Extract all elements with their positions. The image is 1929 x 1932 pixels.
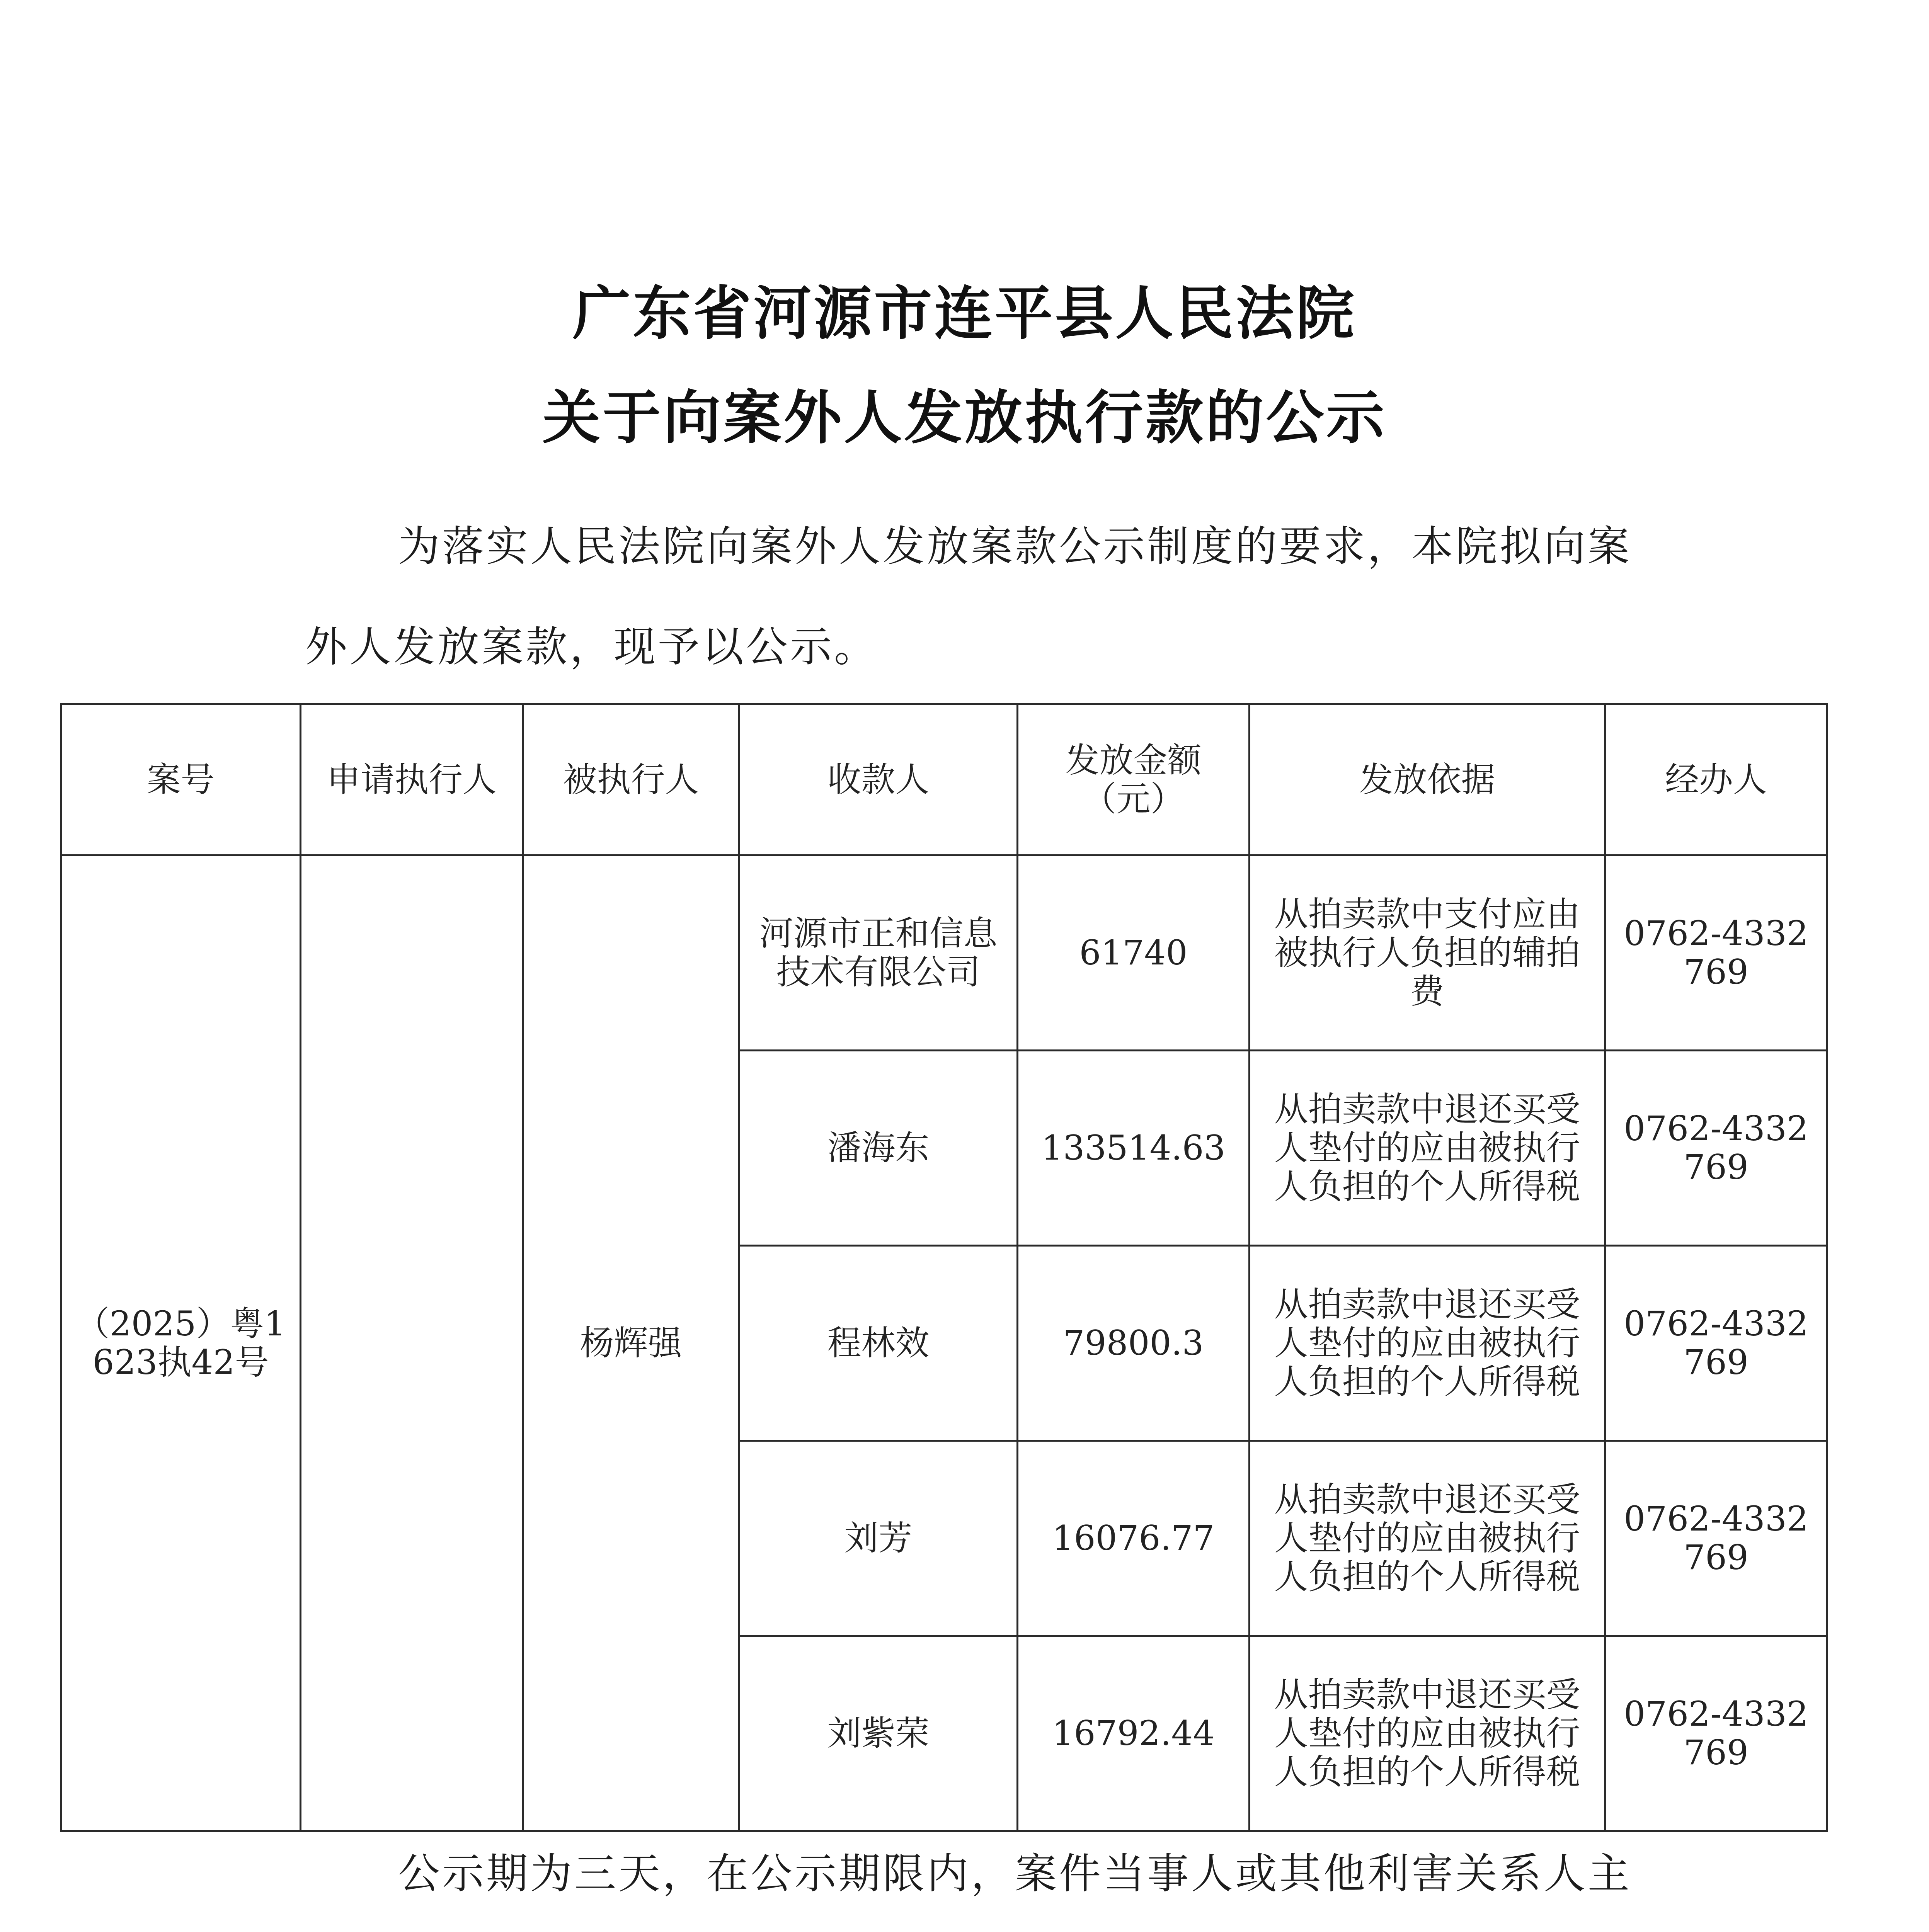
- amount-cell: 133514.63: [1018, 1051, 1250, 1246]
- payee-cell: 刘芳: [739, 1441, 1018, 1636]
- notice-title-line2: 关于向案外人发放执行款的公示: [542, 384, 1387, 452]
- case-number-cell: （2025）粤1623执42号: [61, 855, 301, 1831]
- basis-cell: 从拍卖款中支付应由被执行人负担的辅拍费: [1250, 855, 1605, 1051]
- disbursement-table: [60, 703, 1828, 1832]
- notice-title-line1: 广东省河源市连平县人民法院: [572, 280, 1357, 347]
- intro-line1: 为落实人民法院向案外人发放案款公示制度的要求，本院拟向案: [398, 522, 1632, 571]
- handler-cell: 0762-4332769: [1605, 1246, 1827, 1441]
- intro-line2: 外人发放案款，现予以公示。: [305, 623, 879, 671]
- respondent-cell: 杨辉强: [523, 855, 739, 1831]
- header-basis: 发放依据: [1250, 704, 1605, 855]
- handler-cell: 0762-4332769: [1605, 1441, 1827, 1636]
- basis-cell: 从拍卖款中退还买受人垫付的应由被执行人负担的个人所得税: [1250, 1246, 1605, 1441]
- payee-cell: 河源市正和信息技术有限公司: [739, 855, 1018, 1051]
- amount-cell: 16076.77: [1018, 1441, 1250, 1636]
- payee-cell: 刘紫荣: [739, 1636, 1018, 1831]
- basis-cell: 从拍卖款中退还买受人垫付的应由被执行人负担的个人所得税: [1250, 1441, 1605, 1636]
- handler-cell: 0762-4332769: [1605, 855, 1827, 1051]
- header-amount: 发放金额（元）: [1018, 704, 1250, 855]
- applicant-cell: [301, 855, 523, 1831]
- payee-cell: 潘海东: [739, 1051, 1018, 1246]
- header-case-number: 案号: [61, 704, 301, 855]
- header-handler: 经办人: [1605, 704, 1827, 855]
- header-payee: 收款人: [739, 704, 1018, 855]
- handler-cell: 0762-4332769: [1605, 1051, 1827, 1246]
- basis-cell: 从拍卖款中退还买受人垫付的应由被执行人负担的个人所得税: [1250, 1636, 1605, 1831]
- header-applicant: 申请执行人: [301, 704, 523, 855]
- handler-cell: 0762-4332769: [1605, 1636, 1827, 1831]
- notice-paragraph1-line1: 公示期为三天，在公示期限内，案件当事人或其他利害关系人主: [398, 1850, 1632, 1898]
- table-header-row: [61, 704, 1827, 855]
- amount-cell: 16792.44: [1018, 1636, 1250, 1831]
- amount-cell: 61740: [1018, 855, 1250, 1051]
- table-row: [61, 855, 1827, 1051]
- basis-cell: 从拍卖款中退还买受人垫付的应由被执行人负担的个人所得税: [1250, 1051, 1605, 1246]
- payee-cell: 程林效: [739, 1246, 1018, 1441]
- amount-cell: 79800.3: [1018, 1246, 1250, 1441]
- header-respondent: 被执行人: [523, 704, 739, 855]
